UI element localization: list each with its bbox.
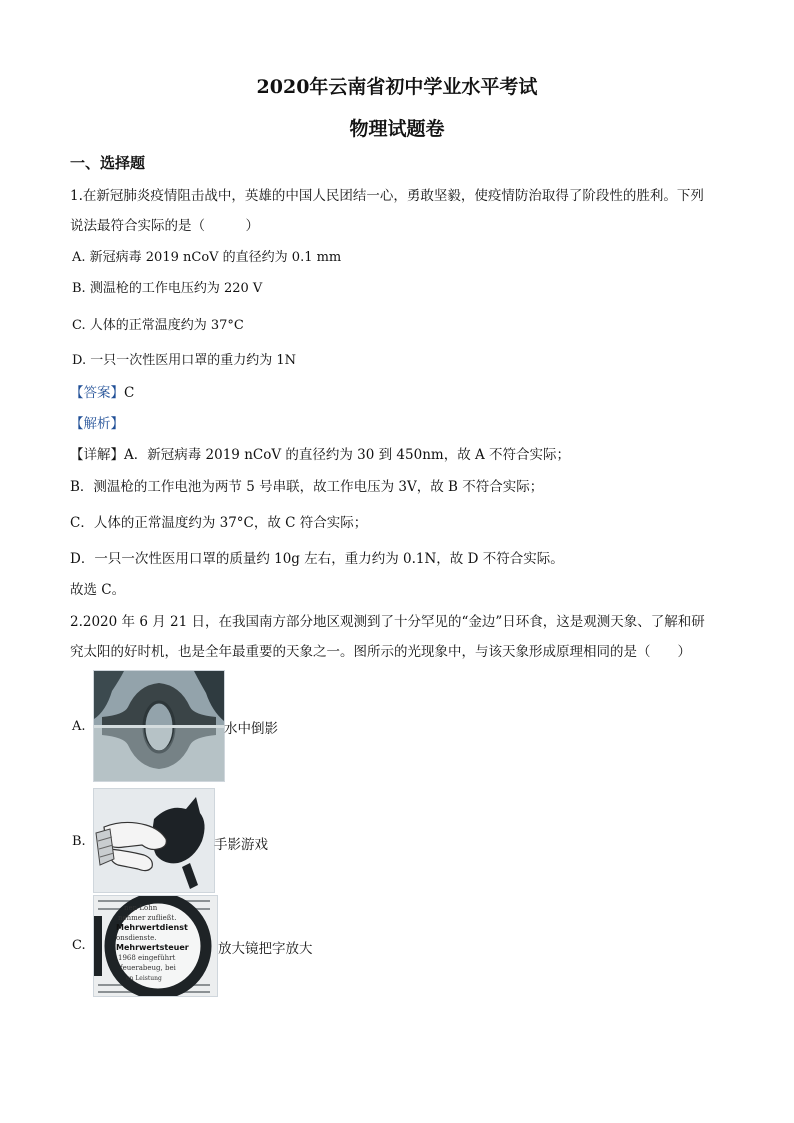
q2-stem-line1: 2.2020 年 6 月 21 日，在我国南方部分地区观测到了十分罕见的“金边”日环食，这是观测天象、了解和研 xyxy=(70,614,705,630)
magnifier-line-8: en Leistung xyxy=(126,975,162,982)
magnifier-line-1: nen Lohn xyxy=(124,904,158,912)
q1-option-c: C. 人体的正常温度约为 37°C xyxy=(72,318,244,333)
analysis-tag: 【解析】 xyxy=(70,416,124,432)
magnifier-photo xyxy=(93,895,218,997)
hand-shadow-photo xyxy=(93,788,215,893)
q1-option-d: D. 一只一次性医用口罩的重力约为 1N xyxy=(72,353,297,368)
bridge-reflection-photo xyxy=(93,670,225,782)
answer-tag: 【答案】 xyxy=(70,385,124,401)
section-heading: 一、选择题 xyxy=(70,154,146,172)
q1-detail-c: C．人体的正常温度约为 37°C，故 C 符合实际； xyxy=(70,515,368,531)
magnifier-line-4: onsdienste. xyxy=(116,934,157,942)
q2-option-a-caption: 水中倒影 xyxy=(224,721,278,737)
detail-tag: 【详解】 xyxy=(70,447,124,463)
page-subtitle: 物理试题卷 xyxy=(349,118,445,140)
q2-option-b-caption: 手影游戏 xyxy=(214,837,268,853)
magnifier-line-3: Mehrwertdienst xyxy=(116,923,188,932)
q1-answer xyxy=(70,381,134,401)
q2-option-c-letter: C. xyxy=(72,938,86,953)
magnifier-line-7: feuerabeug, bei xyxy=(120,964,176,972)
q1-detail-b: B．测温枪的工作电池为两节 5 号串联，故工作电压为 3V，故 B 不符合实际； xyxy=(70,479,544,495)
q1-detail-d: D．一只一次性医用口罩的质量约 10g 左右，重力约为 0.1N，故 D 不符合实际。 xyxy=(70,551,564,567)
magnifier-line-2: nehmer zufließt. xyxy=(118,914,177,922)
q1-stem-line2: 说法最符合实际的是（ ） xyxy=(70,218,259,234)
answer-value: C xyxy=(124,385,135,401)
q2-stem-line2: 究太阳的好时机，也是全年最重要的天象之一。图所示的光现象中，与该天象形成原理相同的是（ ） xyxy=(70,644,691,660)
magnifier-line-5: Mehrwertsteuer xyxy=(116,943,189,952)
q1-detail-a-line xyxy=(70,443,570,463)
q1-option-a: A. 新冠病毒 2019 nCoV 的直径约为 0.1 mm xyxy=(72,250,342,265)
q1-conclusion: 故选 C。 xyxy=(70,582,126,598)
q1-detail-a: A．新冠病毒 2019 nCoV 的直径约为 30 到 450nm，故 A 不符合实际； xyxy=(124,447,571,463)
page-title: 2020年云南省初中学业水平考试 xyxy=(256,76,538,98)
q1-stem-line1: 1.在新冠肺炎疫情阻击战中，英雄的中国人民团结一心，勇敢坚毅，使疫情防治取得了阶段性的胜利。下列 xyxy=(70,188,704,204)
q1-option-b: B. 测温枪的工作电压约为 220 V xyxy=(72,281,263,296)
q2-option-b-letter: B. xyxy=(72,834,86,849)
q2-option-c-caption: 放大镜把字放大 xyxy=(218,941,313,957)
q2-option-a-letter: A. xyxy=(72,719,86,734)
magnifier-line-6: 1968 eingeführt xyxy=(118,954,176,962)
